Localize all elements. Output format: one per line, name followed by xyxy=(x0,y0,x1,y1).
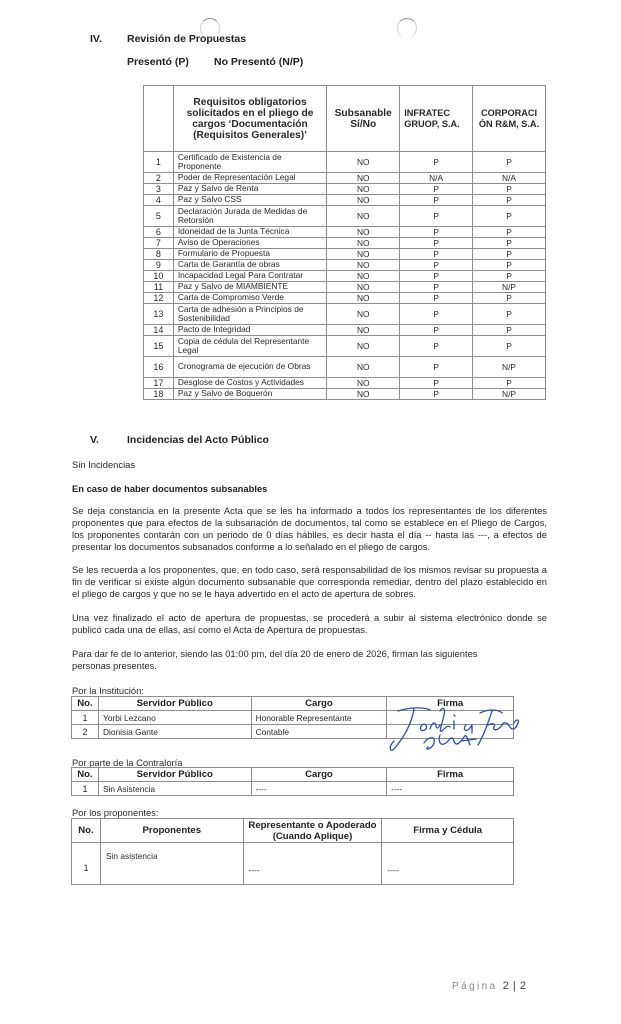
row-num: 10 xyxy=(144,271,174,282)
table-row xyxy=(72,782,514,796)
table-row xyxy=(72,843,514,885)
header-signature: Firma xyxy=(387,697,514,711)
header-signature-id: Firma y Cédula xyxy=(382,819,514,843)
paragraph-publication: Una vez finalizado el acto de apertura de propuestas, se procederá a subir al sistema electrónico donde se publicó cada una de ellas, así como el Acta de Apertura de propuestas. xyxy=(72,612,547,635)
row-num: 17 xyxy=(144,378,174,389)
table-row xyxy=(144,152,546,173)
table-row xyxy=(72,711,514,725)
row-num: 8 xyxy=(144,249,174,260)
requirement-name: Paz y Salvo de Boquerón xyxy=(173,389,326,400)
bidder-signatures-table xyxy=(71,818,514,885)
bidder-infratec-status: P xyxy=(400,152,473,173)
servant-name: Dionisia Gante xyxy=(98,725,251,739)
row-num: 7 xyxy=(144,238,174,249)
header-num: No. xyxy=(72,819,101,843)
servant-role: ---- xyxy=(251,782,387,796)
bidder-infratec-status: P xyxy=(400,227,473,238)
header-num xyxy=(144,86,174,152)
subsanable-value: NO xyxy=(327,271,400,282)
comptroller-label: Por parte de la Contraloría xyxy=(72,757,183,768)
subsanable-value: NO xyxy=(327,249,400,260)
paragraph-attestation: Para dar fe de lo anterior, siendo las 01:00 pm, del día 20 de enero de 2026, firman las siguientes personas presentes. xyxy=(72,648,478,671)
requirement-name: Aviso de Operaciones xyxy=(173,238,326,249)
page-footer xyxy=(452,980,526,992)
bidder-infratec-status: P xyxy=(400,293,473,304)
subsanable-value: NO xyxy=(327,325,400,336)
bidder-infratec-status: P xyxy=(400,378,473,389)
row-num: 1 xyxy=(144,152,174,173)
bidder-corporacion-status: P xyxy=(473,249,546,260)
institution-signatures-table xyxy=(71,696,514,739)
bidder-name: Sin asistencia xyxy=(100,843,243,885)
table-row xyxy=(144,293,546,304)
subsanable-value: NO xyxy=(327,336,400,357)
table-row xyxy=(144,195,546,206)
bidder-corporacion-status: P xyxy=(473,206,546,227)
bidder-corporacion-status: P xyxy=(473,304,546,325)
table-header-row xyxy=(72,697,514,711)
requirement-name: Idoneidad de la Junta Técnica xyxy=(173,227,326,238)
subsanable-value: NO xyxy=(327,304,400,325)
header-role: Cargo xyxy=(251,768,387,782)
row-num: 2 xyxy=(144,173,174,184)
section-v-title: Incidencias del Acto Público xyxy=(127,434,269,446)
table-row xyxy=(144,249,546,260)
incidents-text: Sin Incidencias xyxy=(72,459,136,470)
row-num: 16 xyxy=(144,357,174,378)
bidder-infratec-status: P xyxy=(400,336,473,357)
requirement-name: Paz y Salvo de Renta xyxy=(173,184,326,195)
header-bidder-corporacion: CORPORACI ÓN R&M, S.A. xyxy=(473,86,546,152)
paragraph-subsanation-period: Se deja constancia en la presente Acta que se les ha informado a todos los representantes de los diferentes proponentes que para efectos de la subsanación de documentos, tal como se establece en el Pliego de Cargos, los proponentes contarán con un periodo de 0 días hábiles, es decir hasta el día -- hasta las ---, a efectos de presentar los documentos subsanados conforme a lo señalado en el pliego de cargos. xyxy=(72,505,547,552)
bidder-corporacion-status: P xyxy=(473,260,546,271)
bidder-corporacion-status: N/P xyxy=(473,389,546,400)
table-row xyxy=(72,725,514,739)
requirement-name: Carta de Garantía de obras xyxy=(173,260,326,271)
subsanable-value: NO xyxy=(327,195,400,206)
requirement-name: Paz y Salvo de MIAMBIENTE xyxy=(173,282,326,293)
table-header-row xyxy=(72,819,514,843)
row-num: 12 xyxy=(144,293,174,304)
comptroller-signatures-table xyxy=(71,767,514,796)
header-role: Cargo xyxy=(251,697,387,711)
row-num: 14 xyxy=(144,325,174,336)
requirements-table xyxy=(143,85,546,400)
servant-name: Sin Asistencia xyxy=(98,782,251,796)
row-num: 18 xyxy=(144,389,174,400)
bidder-corporacion-status: P xyxy=(473,227,546,238)
bidder-corporacion-status: N/P xyxy=(473,282,546,293)
bidder-corporacion-status: P xyxy=(473,293,546,304)
bidder-corporacion-status: P xyxy=(473,195,546,206)
table-row xyxy=(144,184,546,195)
row-num: 15 xyxy=(144,336,174,357)
subsanable-value: NO xyxy=(327,173,400,184)
requirement-name: Copia de cédula del Representante Legal xyxy=(173,336,326,357)
section-iv-number: IV. xyxy=(90,33,102,45)
header-subsanable: Subsanable Sí/No xyxy=(327,86,400,152)
legend-not-presented: No Presentó (N/P) xyxy=(214,56,304,68)
bidder-infratec-status: P xyxy=(400,304,473,325)
requirement-name: Incapacidad Legal Para Contratar xyxy=(173,271,326,282)
requirement-name: Cronograma de ejecución de Obras xyxy=(173,357,326,378)
subsanable-value: NO xyxy=(327,293,400,304)
table-row xyxy=(144,378,546,389)
table-row xyxy=(144,336,546,357)
table-row xyxy=(144,173,546,184)
subsanable-value: NO xyxy=(327,184,400,195)
header-signature: Firma xyxy=(387,768,514,782)
row-num: 5 xyxy=(144,206,174,227)
servant-role: Contable xyxy=(251,725,387,739)
subsanables-heading: En caso de haber documentos subsanables xyxy=(72,483,268,494)
table-row xyxy=(144,282,546,293)
row-num: 6 xyxy=(144,227,174,238)
requirement-name: Certificado de Existencia de Proponente xyxy=(173,152,326,173)
subsanable-value: NO xyxy=(327,378,400,389)
paragraph-responsibility: Se les recuerda a los proponentes, que, en todo caso, será responsabilidad de los mismos revisar su propuesta a fin de verificar si existe algún documento subsanable que corresponda remediar, dentro del plazo establecido en el pliego de cargos y que no se le haya advertido en el acto de apertura de sobres. xyxy=(72,564,547,599)
row-num: 1 xyxy=(72,711,99,725)
bidder-corporacion-status: P xyxy=(473,378,546,389)
table-row xyxy=(144,325,546,336)
row-num: 1 xyxy=(72,782,99,796)
bidder-infratec-status: N/A xyxy=(400,173,473,184)
header-servant: Servidor Público xyxy=(98,768,251,782)
subsanable-value: NO xyxy=(327,206,400,227)
table-row xyxy=(144,238,546,249)
row-num: 1 xyxy=(72,843,101,885)
signature-cell xyxy=(387,725,514,739)
header-bidder-infratec: INFRATEC GRUOP, S.A. xyxy=(400,86,473,152)
subsanable-value: NO xyxy=(327,238,400,249)
section-v-number: V. xyxy=(90,434,99,446)
page-number: 2 | 2 xyxy=(502,980,527,992)
requirement-name: Desglose de Costos y Actividades xyxy=(173,378,326,389)
bidder-corporacion-status: P xyxy=(473,325,546,336)
requirement-name: Pacto de Integridad xyxy=(173,325,326,336)
subsanable-value: NO xyxy=(327,282,400,293)
bidder-infratec-status: P xyxy=(400,282,473,293)
header-num: No. xyxy=(72,768,99,782)
table-header-row xyxy=(144,86,546,152)
requirement-name: Formulario de Propuesta xyxy=(173,249,326,260)
bidder-corporacion-status: N/P xyxy=(473,357,546,378)
bidder-corporacion-status: P xyxy=(473,238,546,249)
subsanable-value: NO xyxy=(327,260,400,271)
table-row xyxy=(144,389,546,400)
row-num: 9 xyxy=(144,260,174,271)
signature-id: ---- xyxy=(382,843,514,885)
bidder-infratec-status: P xyxy=(400,206,473,227)
row-num: 3 xyxy=(144,184,174,195)
bidder-corporacion-status: N/A xyxy=(473,173,546,184)
requirement-name: Poder de Representación Legal xyxy=(173,173,326,184)
bidder-infratec-status: P xyxy=(400,357,473,378)
requirement-name: Declaración Jurada de Medidas de Retorsión xyxy=(173,206,326,227)
subsanable-value: NO xyxy=(327,357,400,378)
bidder-infratec-status: P xyxy=(400,238,473,249)
bidder-corporacion-status: P xyxy=(473,271,546,282)
institution-label: Por la Institución: xyxy=(72,685,144,696)
table-row xyxy=(144,271,546,282)
row-num: 2 xyxy=(72,725,99,739)
header-servant: Servidor Público xyxy=(98,697,251,711)
requirement-name: Paz y Salvo CSS xyxy=(173,195,326,206)
punch-hole-mark xyxy=(397,18,417,38)
header-representative: Representante o Apoderado (Cuando Aplique) xyxy=(243,819,382,843)
bidder-infratec-status: P xyxy=(400,389,473,400)
subsanable-value: NO xyxy=(327,152,400,173)
subsanable-value: NO xyxy=(327,389,400,400)
bidder-infratec-status: P xyxy=(400,249,473,260)
row-num: 13 xyxy=(144,304,174,325)
signature-cell xyxy=(387,711,514,725)
servant-name: Yorbi Lezcano xyxy=(98,711,251,725)
bidder-infratec-status: P xyxy=(400,184,473,195)
requirement-name: Carta de adhesión a Principios de Sostenibilidad xyxy=(173,304,326,325)
table-row xyxy=(144,227,546,238)
table-row xyxy=(144,357,546,378)
header-num: No. xyxy=(72,697,99,711)
page-label: Página xyxy=(452,981,498,992)
subsanable-value: NO xyxy=(327,227,400,238)
bidder-infratec-status: P xyxy=(400,271,473,282)
header-requirement: Requisitos obligatorios solicitados en el pliego de cargos ‘Documentación (Requisitos Generales)’ xyxy=(173,86,326,152)
bidder-infratec-status: P xyxy=(400,325,473,336)
row-num: 11 xyxy=(144,282,174,293)
legend-presented: Presentó (P) xyxy=(127,56,189,68)
servant-role: Honorable Representante xyxy=(251,711,387,725)
row-num: 4 xyxy=(144,195,174,206)
table-row xyxy=(144,304,546,325)
table-header-row xyxy=(72,768,514,782)
section-iv-title: Revisión de Propuestas xyxy=(127,33,247,45)
bidder-corporacion-status: P xyxy=(473,152,546,173)
header-bidder: Proponentes xyxy=(100,819,243,843)
bidder-corporacion-status: P xyxy=(473,184,546,195)
table-row xyxy=(144,206,546,227)
representative-name: ---- xyxy=(243,843,382,885)
bidder-infratec-status: P xyxy=(400,195,473,206)
table-row xyxy=(144,260,546,271)
requirement-name: Carta de Compromiso Verde xyxy=(173,293,326,304)
signature-cell: ---- xyxy=(387,782,514,796)
bidder-infratec-status: P xyxy=(400,260,473,271)
bidders-label: Por los proponentes: xyxy=(72,807,159,818)
bidder-corporacion-status: P xyxy=(473,336,546,357)
